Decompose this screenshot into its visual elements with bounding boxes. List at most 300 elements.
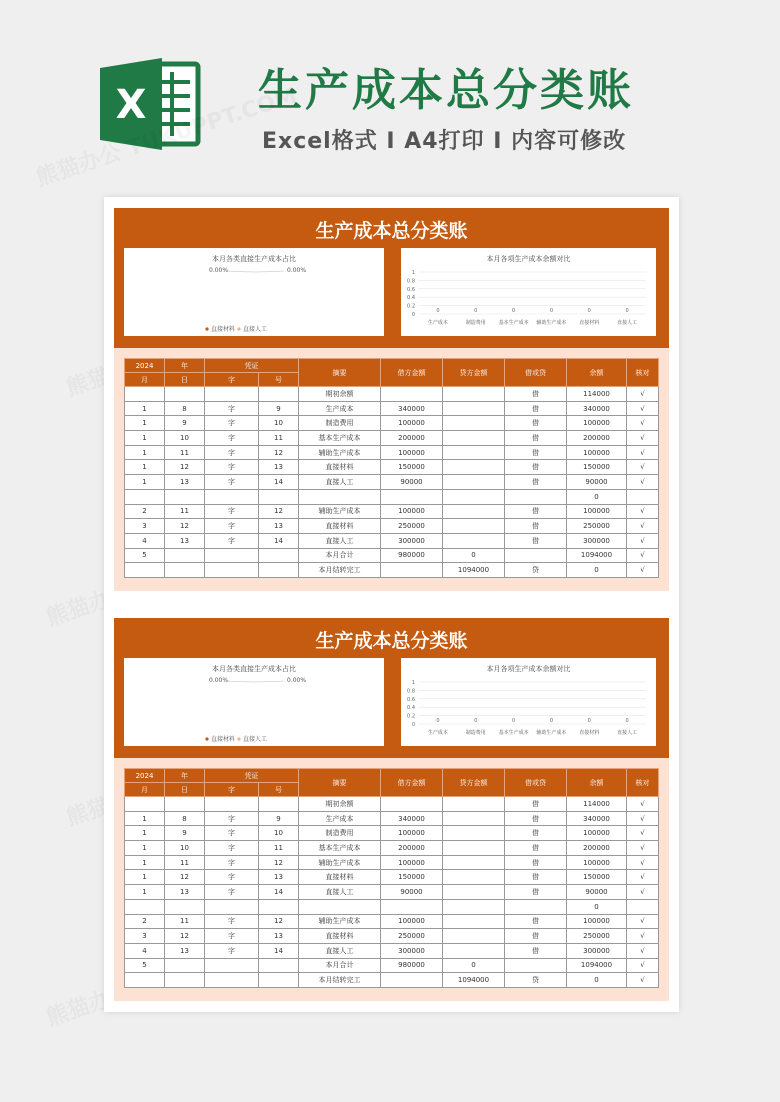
table-cell: 100000	[381, 416, 443, 431]
y-tick-label: 1	[411, 270, 415, 276]
table-cell: 借	[505, 929, 567, 944]
table-cell: √	[627, 431, 659, 446]
table-cell: 1	[125, 416, 165, 431]
table-cell: 0	[567, 563, 627, 578]
table-cell: 340000	[567, 811, 627, 826]
x-category-label: 制造费用	[465, 730, 486, 736]
table-cell: 直接材料	[299, 929, 381, 944]
table-cell: 生产成本	[299, 811, 381, 826]
table-row	[125, 431, 659, 446]
table-cell: 100000	[567, 826, 627, 841]
table-cell	[165, 563, 205, 578]
x-category-label: 制造费用	[465, 320, 486, 326]
table-cell: √	[627, 855, 659, 870]
pie-chart	[124, 248, 384, 336]
y-tick-label: 0.8	[407, 688, 415, 695]
x-category-label: 直接人工	[617, 730, 638, 736]
table-cell: 期初余额	[299, 797, 381, 812]
table-cell	[125, 563, 165, 578]
table-cell	[165, 797, 205, 812]
table-row	[125, 387, 659, 402]
table-row	[125, 548, 659, 563]
table-cell: 10	[165, 431, 205, 446]
document-preview	[104, 197, 679, 1012]
table-cell	[205, 563, 259, 578]
direction-header: 借或贷	[505, 769, 567, 797]
table-cell: 300000	[381, 533, 443, 548]
table-cell	[299, 899, 381, 914]
table-cell	[165, 387, 205, 402]
table-cell: 1094000	[443, 973, 505, 988]
bar-value-label: 0	[511, 718, 516, 724]
hao-header: 号	[259, 373, 299, 387]
table-cell: 辅助生产成本	[299, 445, 381, 460]
table-cell: 10	[259, 826, 299, 841]
table-cell: 制造费用	[299, 826, 381, 841]
table-cell: 借	[505, 870, 567, 885]
table-cell	[299, 489, 381, 504]
table-cell: 200000	[567, 841, 627, 856]
ledger-table	[124, 768, 659, 988]
pie-leader-line	[228, 681, 284, 682]
table-cell	[443, 489, 505, 504]
table-cell: 字	[205, 416, 259, 431]
pie-slice-label: 0.00%	[209, 677, 229, 684]
pie-chart-title: 本月各类直接生产成本占比	[212, 255, 296, 263]
table-cell: 4	[125, 533, 165, 548]
table-cell: 1	[125, 841, 165, 856]
table-cell: 13	[259, 929, 299, 944]
table-cell: 0	[567, 973, 627, 988]
table-cell: 114000	[567, 387, 627, 402]
table-cell: √	[627, 504, 659, 519]
table-cell: 11	[165, 445, 205, 460]
pie-chart-panel	[124, 658, 384, 746]
summary-header: 摘要	[299, 359, 381, 387]
table-cell: 100000	[381, 826, 443, 841]
table-cell	[443, 929, 505, 944]
credit-header: 贷方金额	[443, 769, 505, 797]
table-cell: √	[627, 914, 659, 929]
table-cell: 980000	[381, 548, 443, 563]
table-cell	[381, 563, 443, 578]
table-cell	[505, 548, 567, 563]
table-cell: 10	[165, 841, 205, 856]
table-cell: 100000	[567, 445, 627, 460]
table-cell: 借	[505, 797, 567, 812]
table-cell: 200000	[381, 841, 443, 856]
voucher-header: 凭证	[205, 359, 299, 373]
logo-letter: X	[115, 82, 147, 128]
table-cell: 借	[505, 826, 567, 841]
table-cell: 14	[259, 943, 299, 958]
table-cell: 字	[205, 811, 259, 826]
pie-slice-label: 0.00%	[287, 677, 307, 684]
table-cell	[259, 973, 299, 988]
table-cell: 9	[259, 401, 299, 416]
table-cell: 字	[205, 929, 259, 944]
y-tick-label: 0.6	[407, 696, 415, 703]
nian-header: 年	[165, 769, 205, 783]
table-row	[125, 811, 659, 826]
table-cell: 字	[205, 475, 259, 490]
day-header: 日	[165, 783, 205, 797]
table-cell: 12	[165, 460, 205, 475]
table-cell: 100000	[567, 504, 627, 519]
pie-leader-line	[228, 271, 284, 272]
table-cell: 1	[125, 885, 165, 900]
legend-dot-icon	[237, 737, 240, 740]
table-cell: 13	[165, 533, 205, 548]
balance-header: 余额	[567, 769, 627, 797]
legend-dot-icon	[205, 737, 208, 740]
table-cell: 字	[205, 519, 259, 534]
table-cell: 150000	[567, 460, 627, 475]
table-cell: 14	[259, 533, 299, 548]
pie-chart-panel	[124, 248, 384, 336]
table-row	[125, 826, 659, 841]
bar-value-label: 0	[474, 308, 478, 314]
table-cell: 1	[125, 475, 165, 490]
x-category-label: 基本生产成本	[498, 730, 529, 736]
x-category-label: 基本生产成本	[498, 320, 529, 326]
table-cell: √	[627, 958, 659, 973]
bar-value-label: 0	[587, 308, 591, 314]
table-cell	[443, 460, 505, 475]
table-cell: 11	[165, 504, 205, 519]
table-row	[125, 519, 659, 534]
table-cell: 2	[125, 504, 165, 519]
table-cell: 字	[205, 855, 259, 870]
table-cell: 借	[505, 885, 567, 900]
table-cell: 90000	[381, 475, 443, 490]
table-cell: 13	[259, 460, 299, 475]
table-cell: 9	[259, 811, 299, 826]
table-cell	[443, 401, 505, 416]
table-cell	[443, 899, 505, 914]
table-cell: 字	[205, 504, 259, 519]
table-cell: √	[627, 929, 659, 944]
table-cell	[443, 811, 505, 826]
pie-chart	[124, 658, 384, 746]
table-cell	[443, 943, 505, 958]
y-tick-label: 0.4	[407, 705, 415, 712]
table-cell: 9	[165, 826, 205, 841]
table-row	[125, 797, 659, 812]
table-cell: 1	[125, 401, 165, 416]
pie-legend-item: 直接材料	[211, 326, 236, 333]
sheet-title: 生产成本总分类账	[315, 220, 468, 242]
table-cell	[259, 563, 299, 578]
y-tick-label: 0	[411, 312, 415, 318]
x-category-label: 直接人工	[617, 320, 638, 326]
table-cell	[205, 797, 259, 812]
table-cell	[443, 431, 505, 446]
nian-header: 年	[165, 359, 205, 373]
table-cell: 1094000	[443, 563, 505, 578]
table-cell	[505, 489, 567, 504]
table-cell: 250000	[381, 929, 443, 944]
table-cell: √	[627, 475, 659, 490]
table-cell: 直接人工	[299, 475, 381, 490]
table-cell: √	[627, 519, 659, 534]
bar-value-label: 0	[511, 308, 516, 314]
summary-header: 摘要	[299, 769, 381, 797]
hao-header: 号	[259, 783, 299, 797]
table-cell: 借	[505, 943, 567, 958]
x-category-label: 直接材料	[579, 730, 600, 736]
table-cell: 直接材料	[299, 870, 381, 885]
table-cell: 辅助生产成本	[299, 914, 381, 929]
table-cell: 100000	[381, 855, 443, 870]
direction-header: 借或贷	[505, 359, 567, 387]
zi-header: 字	[205, 373, 259, 387]
table-cell: 13	[259, 519, 299, 534]
y-tick-label: 0.2	[407, 303, 415, 310]
table-cell: 90000	[567, 475, 627, 490]
x-category-label: 辅助生产成本	[536, 730, 567, 736]
table-cell: √	[627, 885, 659, 900]
table-cell: 1	[125, 826, 165, 841]
table-cell: 本月合计	[299, 958, 381, 973]
table-cell: 12	[165, 929, 205, 944]
bar-value-label: 0	[587, 718, 591, 724]
table-row	[125, 943, 659, 958]
table-cell: √	[627, 870, 659, 885]
y-tick-label: 1	[411, 680, 415, 686]
table-cell: 生产成本	[299, 401, 381, 416]
table-cell: 1	[125, 870, 165, 885]
table-cell: √	[627, 563, 659, 578]
pie-slice-label: 0.00%	[287, 267, 307, 274]
table-cell	[125, 973, 165, 988]
table-cell	[443, 797, 505, 812]
table-cell: 150000	[567, 870, 627, 885]
bar-value-label: 0	[625, 718, 629, 724]
bar-value-label: 0	[436, 718, 440, 724]
table-cell: 5	[125, 958, 165, 973]
table-cell: 直接材料	[299, 460, 381, 475]
table-cell	[165, 958, 205, 973]
table-cell	[443, 519, 505, 534]
table-cell	[443, 885, 505, 900]
table-cell	[505, 899, 567, 914]
table-cell: 字	[205, 885, 259, 900]
table-cell: 0	[567, 899, 627, 914]
table-cell	[443, 445, 505, 460]
table-cell: 0	[567, 489, 627, 504]
table-cell: 14	[259, 475, 299, 490]
table-cell: 12	[259, 855, 299, 870]
y-tick-label: 0.4	[407, 295, 415, 302]
table-cell	[259, 548, 299, 563]
bar-chart-title: 本月各项生产成本余额对比	[486, 665, 571, 673]
table-cell: 直接人工	[299, 533, 381, 548]
table-cell	[627, 899, 659, 914]
table-cell: 300000	[567, 533, 627, 548]
bar-value-label: 0	[436, 308, 440, 314]
table-cell: 200000	[381, 431, 443, 446]
table-cell: 10	[259, 416, 299, 431]
table-cell	[205, 973, 259, 988]
table-cell: 340000	[381, 811, 443, 826]
table-cell: 2	[125, 914, 165, 929]
month-header: 月	[125, 373, 165, 387]
table-cell: 5	[125, 548, 165, 563]
table-cell: 13	[259, 870, 299, 885]
table-row	[125, 504, 659, 519]
table-cell: 借	[505, 504, 567, 519]
table-cell	[165, 973, 205, 988]
table-cell: 基本生产成本	[299, 431, 381, 446]
table-cell: 本月结转完工	[299, 973, 381, 988]
table-cell: 借	[505, 533, 567, 548]
bar-chart-title: 本月各项生产成本余额对比	[486, 255, 571, 263]
x-category-label: 辅助生产成本	[536, 320, 567, 326]
page-title: 生产成本总分类账	[258, 65, 634, 116]
table-row	[125, 460, 659, 475]
table-cell	[259, 387, 299, 402]
table-cell: 辅助生产成本	[299, 504, 381, 519]
table-cell	[443, 914, 505, 929]
table-cell: 13	[165, 885, 205, 900]
table-row	[125, 533, 659, 548]
sheet-header	[114, 618, 669, 758]
table-row	[125, 563, 659, 578]
table-cell: 贷	[505, 973, 567, 988]
voucher-header: 凭证	[205, 769, 299, 783]
table-cell: 借	[505, 387, 567, 402]
table-cell	[165, 489, 205, 504]
table-cell: 字	[205, 914, 259, 929]
credit-header: 贷方金额	[443, 359, 505, 387]
bar-chart	[401, 658, 656, 746]
table-cell	[165, 899, 205, 914]
table-cell: 100000	[381, 445, 443, 460]
table-cell: √	[627, 811, 659, 826]
table-cell	[165, 548, 205, 563]
y-tick-label: 0.2	[407, 713, 415, 720]
x-category-label: 生产成本	[427, 730, 448, 736]
table-cell: 借	[505, 914, 567, 929]
table-cell: 300000	[381, 943, 443, 958]
table-cell: √	[627, 533, 659, 548]
table-cell	[443, 533, 505, 548]
table-row	[125, 914, 659, 929]
table-cell: 字	[205, 533, 259, 548]
table-cell: 100000	[381, 914, 443, 929]
table-cell	[259, 958, 299, 973]
table-cell: 借	[505, 811, 567, 826]
table-cell: 字	[205, 943, 259, 958]
table-cell: 1	[125, 811, 165, 826]
table-row	[125, 475, 659, 490]
table-cell: 字	[205, 841, 259, 856]
bar-chart-panel	[401, 248, 656, 336]
table-cell: √	[627, 973, 659, 988]
table-cell: 借	[505, 445, 567, 460]
table-cell: 100000	[567, 855, 627, 870]
table-cell: 借	[505, 841, 567, 856]
table-cell: 本月结转完工	[299, 563, 381, 578]
x-category-label: 直接材料	[579, 320, 600, 326]
table-cell: 13	[165, 475, 205, 490]
table-cell: 借	[505, 401, 567, 416]
year-header: 2024	[125, 769, 165, 783]
page-subtitle: Excel格式 I A4打印 I 内容可修改	[262, 129, 627, 154]
table-cell	[505, 958, 567, 973]
table-cell: 150000	[381, 460, 443, 475]
table-cell: 90000	[567, 885, 627, 900]
table-cell: 1	[125, 460, 165, 475]
y-tick-label: 0.6	[407, 286, 415, 293]
bar-chart-panel	[401, 658, 656, 746]
table-cell	[259, 489, 299, 504]
table-cell: 11	[259, 841, 299, 856]
table-cell	[443, 475, 505, 490]
table-cell: 借	[505, 475, 567, 490]
table-cell: 直接材料	[299, 519, 381, 534]
table-cell: 90000	[381, 885, 443, 900]
table-cell: 11	[165, 914, 205, 929]
table-cell	[259, 797, 299, 812]
table-cell: 字	[205, 401, 259, 416]
table-cell: 11	[165, 855, 205, 870]
sheet-title: 生产成本总分类账	[315, 630, 468, 652]
table-cell	[443, 504, 505, 519]
table-cell: √	[627, 826, 659, 841]
bar-value-label: 0	[625, 308, 629, 314]
table-cell: 贷	[505, 563, 567, 578]
table-row	[125, 899, 659, 914]
table-cell: √	[627, 445, 659, 460]
table-cell: 114000	[567, 797, 627, 812]
table-cell: 字	[205, 445, 259, 460]
table-cell	[205, 489, 259, 504]
pie-slice-label: 0.00%	[209, 267, 229, 274]
check-header: 核对	[627, 769, 659, 797]
table-cell: 1094000	[567, 548, 627, 563]
table-cell: 340000	[381, 401, 443, 416]
zi-header: 字	[205, 783, 259, 797]
table-cell	[443, 870, 505, 885]
table-cell: √	[627, 943, 659, 958]
table-cell	[125, 797, 165, 812]
table-cell: 0	[443, 548, 505, 563]
table-cell: 期初余额	[299, 387, 381, 402]
table-cell: 借	[505, 416, 567, 431]
table-cell	[443, 826, 505, 841]
table-cell: √	[627, 841, 659, 856]
table-cell	[381, 489, 443, 504]
table-cell: 1	[125, 855, 165, 870]
table-cell: 直接人工	[299, 885, 381, 900]
debit-header: 借方金额	[381, 769, 443, 797]
table-cell	[205, 899, 259, 914]
pie-legend-item: 直接人工	[243, 326, 268, 333]
table-cell	[259, 899, 299, 914]
table-cell: 300000	[567, 943, 627, 958]
table-row	[125, 401, 659, 416]
table-cell	[205, 548, 259, 563]
table-cell: 辅助生产成本	[299, 855, 381, 870]
table-row	[125, 870, 659, 885]
table-cell: 8	[165, 811, 205, 826]
table-cell	[125, 387, 165, 402]
bar-value-label: 0	[549, 718, 554, 724]
table-row	[125, 445, 659, 460]
table-cell: 字	[205, 870, 259, 885]
